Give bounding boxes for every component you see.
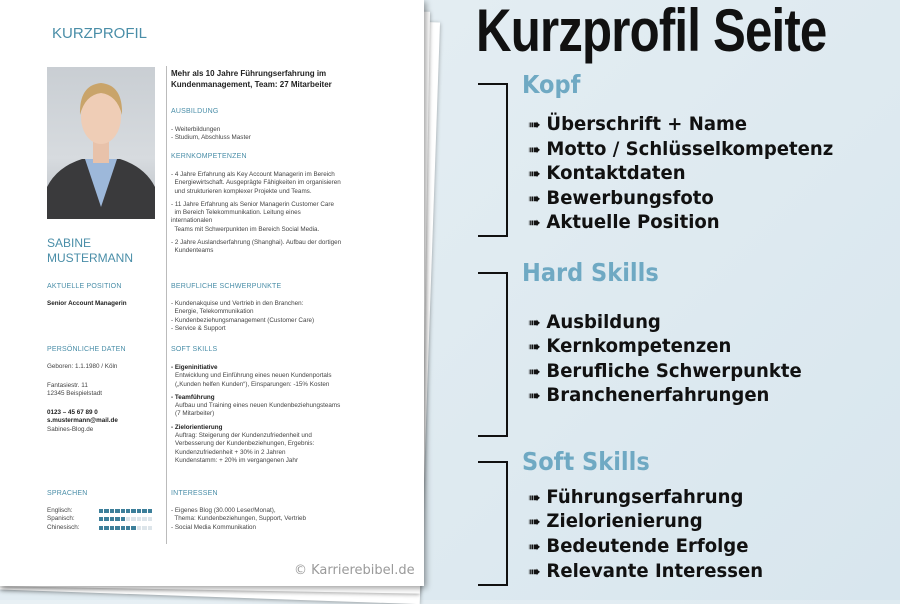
watermark: © Karrierebibel.de — [294, 563, 415, 578]
competency-line: Energiewirtschaft. Ausgeprägte Fähigkeiten im organisieren — [171, 179, 341, 187]
level-segment — [99, 517, 103, 521]
level-segment — [126, 526, 130, 530]
level-segment — [131, 509, 135, 513]
level-segment — [142, 526, 146, 530]
softskill-item — [171, 424, 340, 465]
softskill-name: Zielorientierung — [174, 423, 223, 431]
section-item-label: Ausbildung — [546, 311, 661, 333]
email: s.mustermann@mail.de — [47, 417, 118, 425]
section-heading: Kopf — [522, 70, 581, 99]
softskill-line: („Kunden helfen Kunden“), Einsparungen: -15% Kosten — [175, 380, 330, 388]
interest-item: Thema: Kundenbeziehungen, Support, Vertrieb — [171, 515, 307, 523]
education-item: - Studium, Abschluss Master — [171, 134, 251, 142]
competencies-label: KERNKOMPETENZEN — [171, 153, 247, 160]
section-item — [528, 138, 833, 160]
level-segment — [142, 509, 146, 513]
education-list — [171, 126, 251, 143]
competency-item — [171, 239, 341, 256]
competency-item — [171, 201, 341, 234]
section-item-label: Kernkompetenzen — [546, 335, 732, 357]
softskill-line: Aufbau und Training eines neuen Kundenbeziehungsteams — [175, 402, 341, 410]
section-bracket — [478, 272, 508, 437]
language-row — [47, 524, 152, 532]
section-item-label: Berufliche Schwerpunkte — [546, 360, 802, 382]
level-segment — [148, 509, 152, 513]
competency-line: - 2 Jahre Auslandserfahrung (Shanghai). Aufbau der dortigen — [171, 239, 342, 247]
softskill-item — [171, 364, 340, 389]
section-item-label: Branchenerfahrungen — [546, 384, 770, 406]
arrow-icon: ➠ — [528, 488, 541, 507]
softskills-label: SOFT SKILLS — [171, 346, 218, 353]
city: 12345 Beispielstadt — [47, 390, 102, 398]
focus-list — [171, 300, 314, 333]
applicant-name — [47, 236, 133, 266]
competency-item — [171, 171, 341, 196]
level-segment — [142, 517, 146, 521]
section-item — [528, 510, 703, 532]
arrow-icon: ➠ — [528, 512, 541, 531]
competency-line: Kundenteams — [171, 247, 214, 255]
languages-list — [47, 507, 152, 532]
section-item-label: Überschrift + Name — [546, 113, 748, 135]
section-item-label: Zielorienierung — [546, 510, 703, 532]
level-segment — [131, 526, 135, 530]
position-label: AKTUELLE POSITION — [47, 283, 122, 290]
softskill-item — [171, 394, 340, 419]
education-item: - Weiterbildungen — [171, 126, 221, 133]
language-level-bar — [99, 526, 152, 530]
level-segment — [110, 517, 114, 521]
level-segment — [131, 517, 135, 521]
competency-line: im Bereich Telekommunikation. Leitung eines — [171, 209, 301, 217]
section-bracket — [478, 461, 508, 586]
street: Fantasiestr. 11 — [47, 382, 88, 389]
section-item — [528, 560, 763, 582]
competencies-list — [171, 171, 341, 261]
section-item — [528, 535, 748, 557]
section-item — [528, 384, 769, 406]
phone: 0123 – 45 67 89 0 — [47, 409, 98, 416]
section-heading: Hard Skills — [522, 258, 659, 287]
website: Sabines-Blog.de — [47, 425, 94, 433]
birth-info: Geboren: 1.1.1980 / Köln — [47, 363, 118, 370]
level-segment — [115, 517, 119, 521]
section-item — [528, 311, 661, 333]
level-segment — [121, 526, 125, 530]
section-heading: Soft Skills — [522, 447, 650, 476]
personal-label: PERSÖNLICHE DATEN — [47, 346, 126, 353]
level-segment — [110, 509, 114, 513]
contact — [47, 409, 118, 434]
arrow-icon: ➠ — [528, 337, 541, 356]
softskills-list — [171, 364, 340, 470]
interest-item: - Eigenes Blog (30.000 Leser/Monat), — [171, 507, 276, 514]
softskill-title: - Eigeninitiative — [171, 364, 218, 371]
languages-label: SPRACHEN — [47, 490, 88, 497]
softskill-name: Teamführung — [174, 393, 215, 401]
column-divider — [166, 66, 167, 544]
language-name: Englisch: — [47, 507, 73, 514]
level-segment — [126, 509, 130, 513]
focus-item: Energie, Telekommunikation — [171, 308, 254, 316]
section-item — [528, 113, 747, 135]
level-segment — [99, 509, 103, 513]
interests-label: INTERESSEN — [171, 490, 218, 497]
level-segment — [110, 526, 114, 530]
arrow-icon: ➠ — [528, 213, 541, 232]
level-segment — [137, 526, 141, 530]
arrow-icon: ➠ — [528, 537, 541, 556]
language-level-bar — [99, 509, 152, 513]
softskill-name: Eigeninitiative — [174, 364, 218, 371]
language-name: Spanisch: — [47, 515, 75, 523]
section-item — [528, 335, 731, 357]
motto — [171, 68, 332, 90]
motto-line: Kundenmanagement, Team: 27 Mitarbeiter — [171, 80, 332, 89]
language-level-bar — [99, 517, 152, 521]
section-item — [528, 211, 720, 233]
first-name: SABINE — [47, 236, 92, 250]
competency-line: - 4 Jahre Erfahrung als Key Account Managerin im Bereich — [171, 171, 335, 178]
section-item-label: Bedeutende Erfolge — [546, 535, 749, 557]
section-item-label: Relevante Interessen — [546, 560, 764, 582]
focus-item: - Kundenakquise und Vertrieb in den Branchen: — [171, 300, 304, 307]
section-item — [528, 162, 686, 184]
level-segment — [115, 526, 119, 530]
focus-item: - Service & Support — [171, 324, 226, 332]
overview-title: Kurzprofil Seite — [476, 0, 827, 64]
section-bracket — [478, 83, 508, 237]
level-segment — [137, 509, 141, 513]
section-item-label: Führungserfahrung — [546, 486, 744, 508]
softskill-line: Entwicklung und Einführung eines neuen Kundenportals — [175, 372, 332, 380]
language-row — [47, 507, 152, 515]
softskill-line: Verbesserung der Kundenbeziehungen, Ergebnis: — [175, 440, 315, 448]
arrow-icon: ➠ — [528, 386, 541, 405]
last-name: MUSTERMANN — [47, 251, 133, 265]
competency-line: internationalen — [171, 217, 213, 225]
arrow-icon: ➠ — [528, 140, 541, 159]
arrow-icon: ➠ — [528, 562, 541, 581]
interest-item: - Social Media Kommunikation — [171, 523, 257, 531]
level-segment — [126, 517, 130, 521]
level-segment — [121, 517, 125, 521]
section-item-label: Bewerbungsfoto — [546, 187, 714, 209]
interests-list — [171, 507, 306, 532]
level-segment — [121, 509, 125, 513]
level-segment — [104, 517, 108, 521]
level-segment — [148, 517, 152, 521]
education-label: AUSBILDUNG — [171, 108, 219, 115]
softskill-title: - Teamführung — [171, 393, 215, 401]
level-segment — [137, 517, 141, 521]
language-row — [47, 515, 152, 523]
language-name: Chinesisch: — [47, 523, 80, 531]
motto-line: Mehr als 10 Jahre Führungserfahrung im — [171, 69, 327, 78]
softskill-line: Kundenstamm: + 20% im vergangenen Jahr — [175, 456, 299, 464]
arrow-icon: ➠ — [528, 115, 541, 134]
current-position: Senior Account Managerin — [47, 300, 127, 307]
section-item — [528, 187, 714, 209]
page-heading: KURZPROFIL — [52, 25, 148, 42]
level-segment — [104, 526, 108, 530]
softskill-title: - Zielorientierung — [171, 423, 223, 431]
arrow-icon: ➠ — [528, 313, 541, 332]
section-item — [528, 360, 802, 382]
competency-line: - 11 Jahre Erfahrung als Senior Managerin Customer Care — [171, 200, 334, 208]
address — [47, 382, 102, 399]
focus-label: BERUFLICHE SCHWERPUNKTE — [171, 283, 282, 290]
softskill-line: Auftrag: Steigerung der Kundenzufriedenheit und — [175, 432, 312, 440]
level-segment — [99, 526, 103, 530]
section-item-label: Aktuelle Position — [546, 211, 720, 233]
softskill-line: (7 Mitarbeiter) — [175, 410, 215, 418]
section-item — [528, 486, 743, 508]
softskill-line: Kundenzufriedenheit + 30% in 2 Jahren — [175, 448, 286, 456]
resume-page — [0, 0, 424, 586]
focus-item: - Kundenbeziehungsmanagement (Customer Care) — [171, 316, 315, 324]
arrow-icon: ➠ — [528, 164, 541, 183]
section-item-label: Motto / Schlüsselkompetenz — [546, 138, 834, 160]
level-segment — [115, 509, 119, 513]
competency-line: Teams mit Schwerpunkten im Bereich Social Media. — [171, 225, 320, 233]
competency-line: und strukturieren komplexer Projekte und Teams. — [171, 187, 312, 195]
section-item-label: Kontaktdaten — [546, 162, 686, 184]
level-segment — [148, 526, 152, 530]
level-segment — [104, 509, 108, 513]
arrow-icon: ➠ — [528, 362, 541, 381]
applicant-photo — [47, 67, 155, 219]
arrow-icon: ➠ — [528, 189, 541, 208]
